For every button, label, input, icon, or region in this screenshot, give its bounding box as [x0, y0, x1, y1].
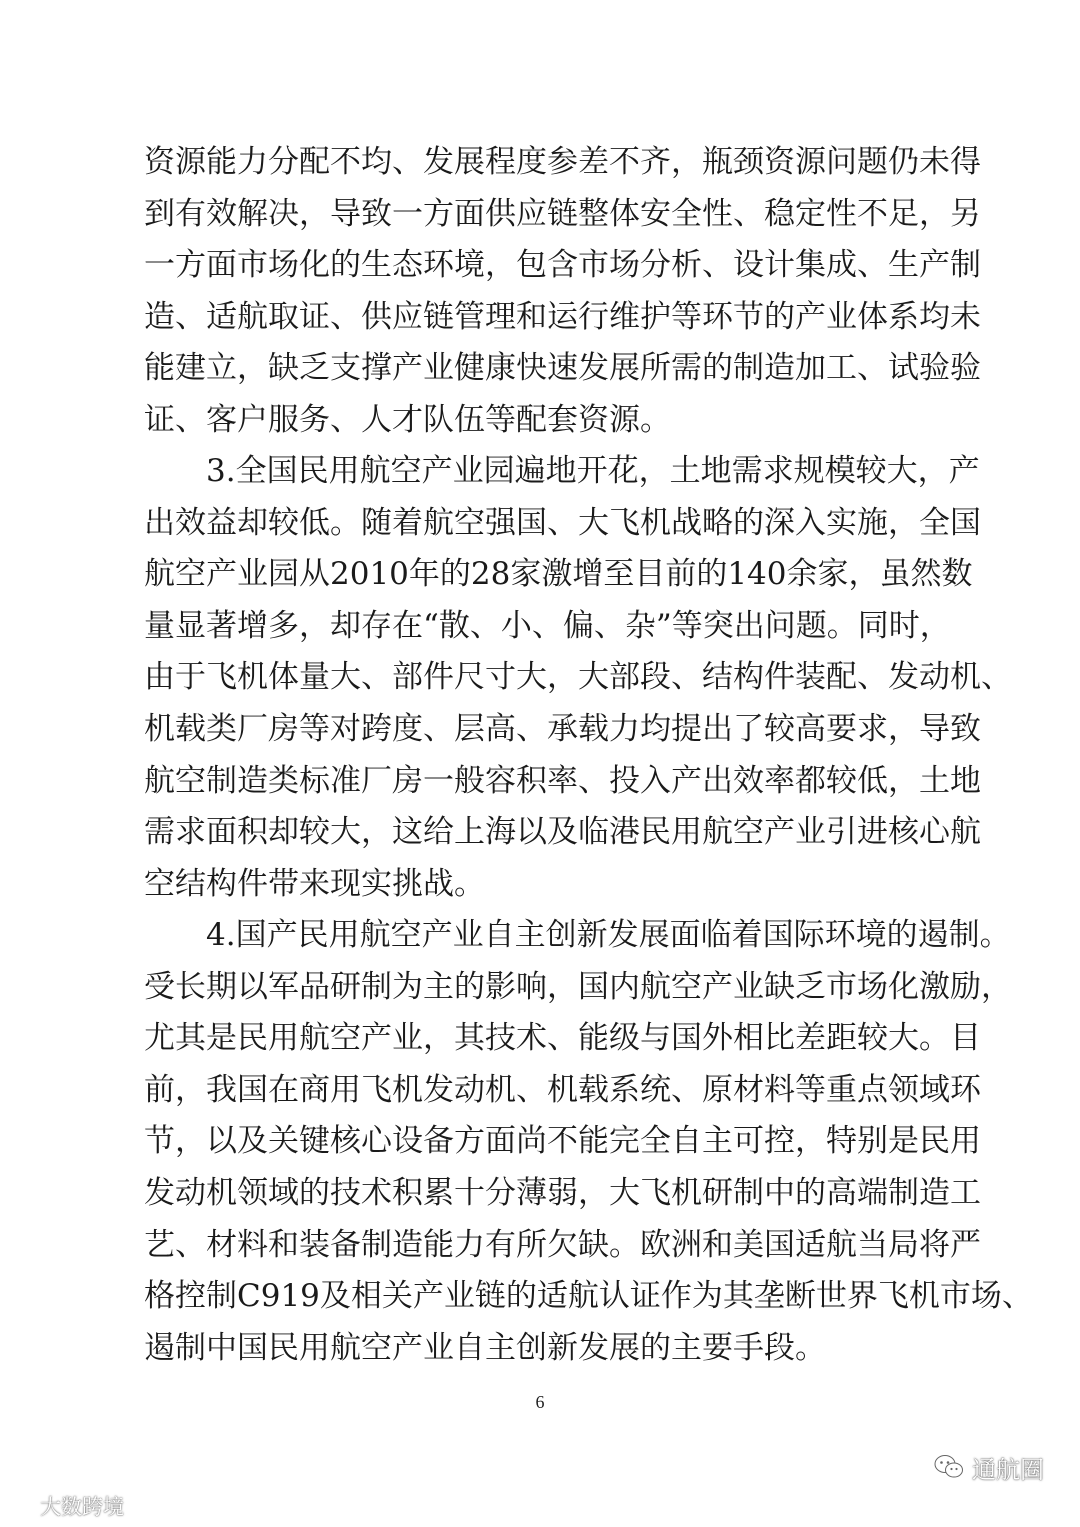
text-line: 遏制中国民用航空产业自主创新发展的主要手段。 [144, 1329, 826, 1366]
text-line: 航空产业园从2010年的28家激增至目前的140余家，虽然数 [144, 556, 973, 593]
text-line: 需求面积却较大，这给上海以及临港民用航空产业引进核心航 [144, 814, 981, 851]
text-line: 到有效解决，导致一方面供应链整体安全性、稳定性不足，另 [144, 195, 981, 232]
text-line: 能建立，缺乏支撑产业健康快速发展所需的制造加工、试验验 [144, 350, 981, 387]
watermark-text: 通航圈 [972, 1455, 1044, 1484]
text-line: 发动机领域的技术积累十分薄弱，大飞机研制中的高端制造工 [144, 1174, 981, 1211]
text-line: 由于飞机体量大、部件尺寸大，大部段、结构件装配、发动机、 [144, 659, 1012, 696]
text-line: 节，以及关键核心设备方面尚不能完全自主可控，特别是民用 [144, 1123, 981, 1160]
text-line: 尤其是民用航空产业，其技术、能级与国外相比差距较大。目 [144, 1020, 981, 1057]
page-number: 6 [535, 1392, 545, 1412]
paragraph-1 [144, 137, 981, 447]
text-line: 一方面市场化的生态环境，包含市场分析、设计集成、生产制 [144, 247, 981, 284]
text-line: 空结构件带来现实挑战。 [144, 865, 485, 902]
text-line: 造、适航取证、供应链管理和运行维护等环节的产业体系均未 [144, 298, 981, 335]
text-line: 量显著增多，却存在“散、小、偏、杂”等突出问题。同时， [144, 607, 951, 644]
text-line: 机载类厂房等对跨度、层高、承载力均提出了较高要求，导致 [144, 710, 981, 747]
text-line: 3.全国民用航空产业园遍地开花，土地需求规模较大，产 [206, 453, 980, 489]
text-line: 航空制造类标准厂房一般容积率、投入产出效率都较低，土地 [144, 762, 981, 799]
text-line: 前，我国在商用飞机发动机、机载系统、原材料等重点领域环 [144, 1071, 981, 1108]
weibo-icon [8, 1495, 36, 1517]
text-line: 资源能力分配不均、发展程度参差不齐，瓶颈资源问题仍未得 [144, 144, 981, 180]
text-line: 受长期以军品研制为主的影响，国内航空产业缺乏市场化激励， [144, 968, 1012, 1005]
text-line: 证、客户服务、人才队伍等配套资源。 [144, 401, 671, 438]
watermark-weibo [8, 1492, 124, 1520]
paragraph-3 [144, 910, 1033, 1374]
text-line: 出效益却较低。随着航空强国、大飞机战略的深入实施，全国 [144, 504, 981, 541]
text-line: 艺、材料和装备制造能力有所欠缺。欧洲和美国适航当局将严 [144, 1226, 981, 1263]
watermark-wechat [934, 1450, 1044, 1484]
text-line: 格控制C919及相关产业链的适航认证作为其垄断世界飞机市场、 [144, 1278, 1033, 1315]
wechat-icon [934, 1454, 964, 1480]
paragraph-2 [144, 446, 1012, 910]
watermark-text: 大数跨境 [40, 1495, 124, 1519]
text-line: 4.国产民用航空产业自主创新发展面临着国际环境的遏制。 [206, 917, 1011, 953]
